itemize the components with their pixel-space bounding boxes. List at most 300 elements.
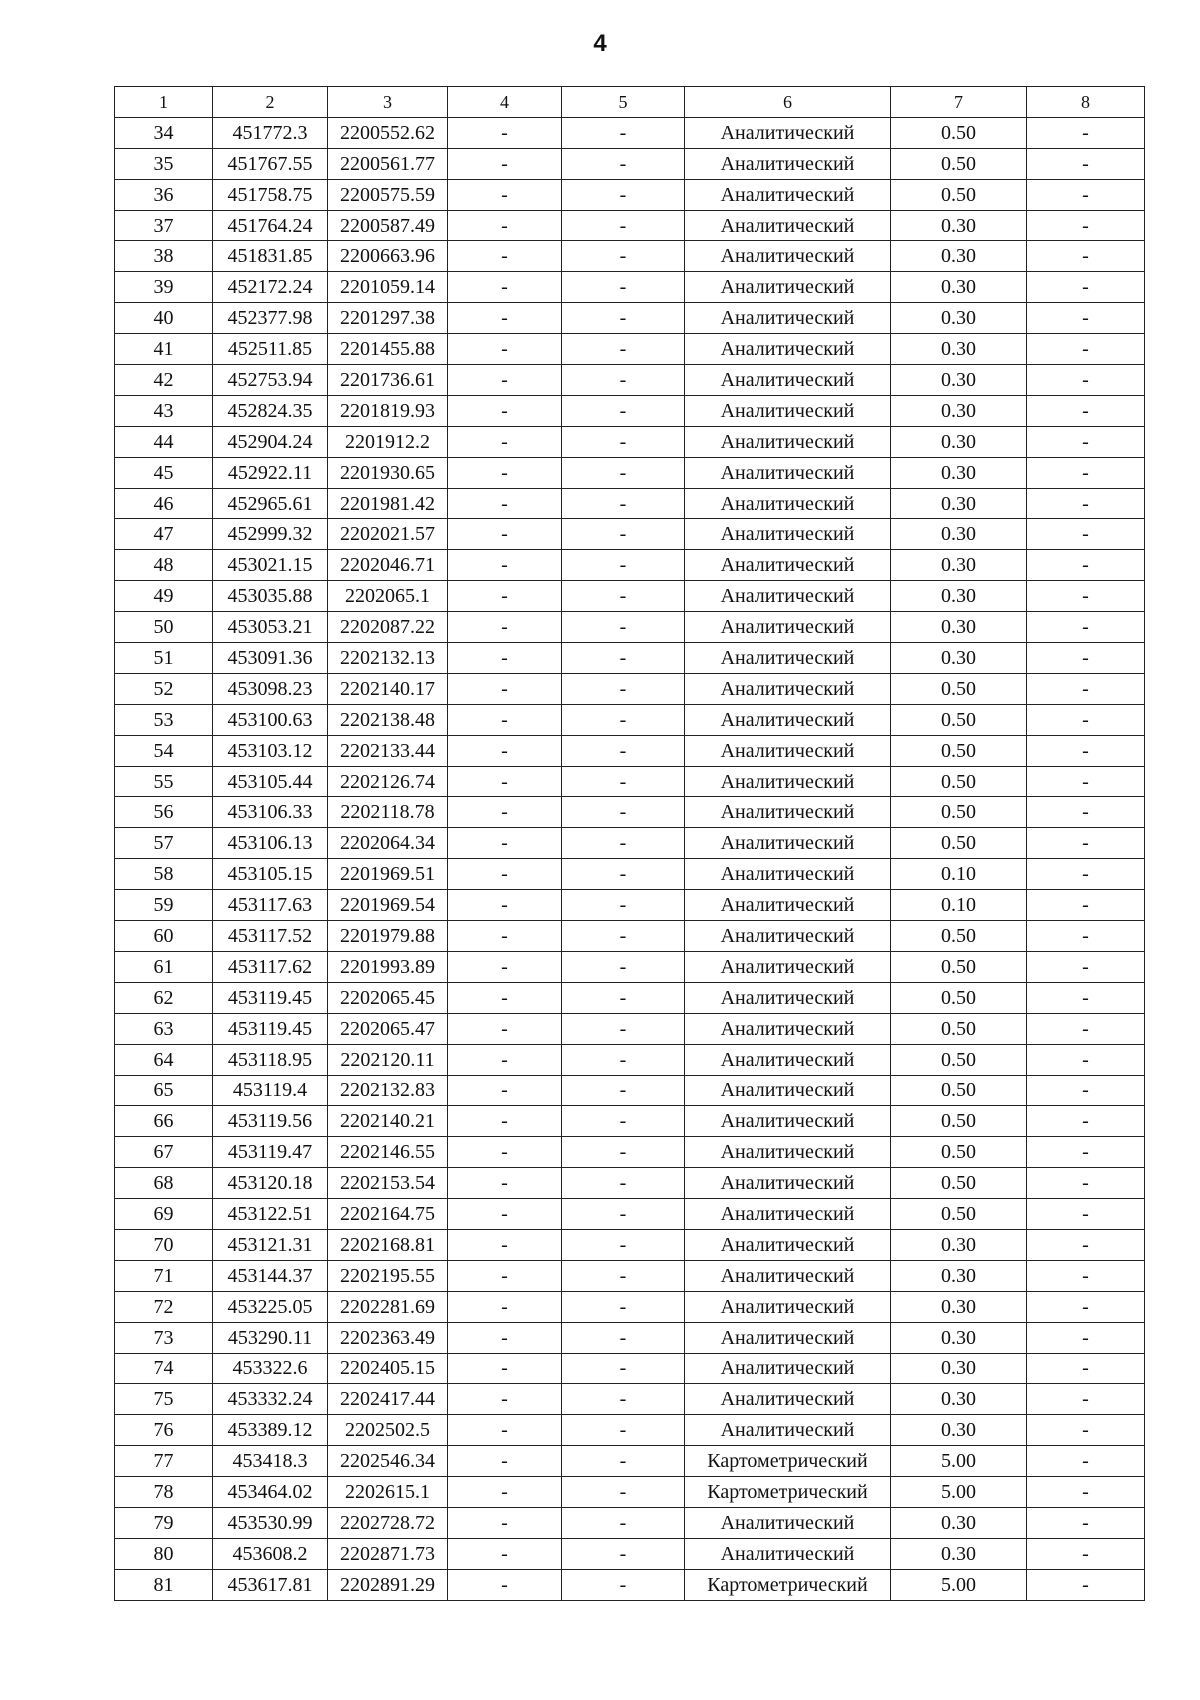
table-cell-col-8: - [1027, 550, 1145, 581]
table-cell-col-6: Аналитический [685, 673, 891, 704]
table-cell-col-4: - [448, 1415, 562, 1446]
table-cell-col-6: Аналитический [685, 210, 891, 241]
table-cell-col-3: 2201736.61 [328, 365, 448, 396]
table-cell-col-5: - [562, 210, 685, 241]
table-cell-col-2: 453106.33 [213, 797, 328, 828]
table-cell-col-4: - [448, 1569, 562, 1600]
table-cell-col-8: - [1027, 612, 1145, 643]
table-cell-col-5: - [562, 1538, 685, 1569]
table-cell-col-7: 0.30 [891, 272, 1027, 303]
table-cell-col-7: 0.50 [891, 982, 1027, 1013]
table-cell-col-5: - [562, 303, 685, 334]
table-cell-col-7: 0.50 [891, 1075, 1027, 1106]
table-row [115, 210, 1145, 241]
table-cell-col-5: - [562, 581, 685, 612]
table-cell-col-7: 0.50 [891, 148, 1027, 179]
table-cell-col-4: - [448, 457, 562, 488]
table-cell-col-7: 0.30 [891, 581, 1027, 612]
table-cell-col-6: Картометрический [685, 1569, 891, 1600]
table-cell-col-6: Аналитический [685, 797, 891, 828]
table-cell-col-7: 0.30 [891, 1384, 1027, 1415]
table-row [115, 1446, 1145, 1477]
table-row [115, 1415, 1145, 1446]
table-row [115, 921, 1145, 952]
table-cell-col-1: 46 [115, 488, 213, 519]
table-cell-col-6: Аналитический [685, 581, 891, 612]
table-cell-col-4: - [448, 581, 562, 612]
table-cell-col-7: 0.30 [891, 210, 1027, 241]
table-cell-col-1: 37 [115, 210, 213, 241]
table-cell-col-1: 43 [115, 395, 213, 426]
table-cell-col-4: - [448, 1044, 562, 1075]
table-cell-col-7: 0.30 [891, 612, 1027, 643]
table-cell-col-4: - [448, 1229, 562, 1260]
table-cell-col-3: 2202728.72 [328, 1507, 448, 1538]
table-cell-col-6: Аналитический [685, 1106, 891, 1137]
table-cell-col-7: 0.30 [891, 1415, 1027, 1446]
table-cell-col-2: 452753.94 [213, 365, 328, 396]
table-cell-col-7: 5.00 [891, 1446, 1027, 1477]
table-cell-col-5: - [562, 488, 685, 519]
table-cell-col-1: 61 [115, 951, 213, 982]
table-cell-col-4: - [448, 1168, 562, 1199]
table-cell-col-6: Аналитический [685, 1260, 891, 1291]
table-cell-col-5: - [562, 1446, 685, 1477]
table-cell-col-7: 0.30 [891, 426, 1027, 457]
table-cell-col-5: - [562, 1260, 685, 1291]
table-cell-col-4: - [448, 488, 562, 519]
table-row [115, 148, 1145, 179]
table-cell-col-1: 47 [115, 519, 213, 550]
table-cell-col-7: 0.30 [891, 1507, 1027, 1538]
table-cell-col-8: - [1027, 241, 1145, 272]
table-cell-col-5: - [562, 1168, 685, 1199]
table-cell-col-4: - [448, 1477, 562, 1508]
table-cell-col-3: 2202417.44 [328, 1384, 448, 1415]
table-cell-col-7: 0.30 [891, 488, 1027, 519]
table-cell-col-8: - [1027, 1353, 1145, 1384]
table-cell-col-1: 68 [115, 1168, 213, 1199]
table-cell-col-2: 452999.32 [213, 519, 328, 550]
table-cell-col-3: 2202065.47 [328, 1013, 448, 1044]
table-cell-col-6: Аналитический [685, 735, 891, 766]
table-cell-col-1: 49 [115, 581, 213, 612]
table-cell-col-5: - [562, 365, 685, 396]
table-cell-col-3: 2202405.15 [328, 1353, 448, 1384]
table-cell-col-3: 2202502.5 [328, 1415, 448, 1446]
table-cell-col-7: 0.30 [891, 1260, 1027, 1291]
table-cell-col-2: 453035.88 [213, 581, 328, 612]
table-cell-col-6: Аналитический [685, 550, 891, 581]
table-cell-col-4: - [448, 426, 562, 457]
table-cell-col-8: - [1027, 1044, 1145, 1075]
table-cell-col-8: - [1027, 951, 1145, 982]
table-cell-col-2: 453608.2 [213, 1538, 328, 1569]
table-row [115, 117, 1145, 148]
table-body [115, 117, 1145, 1600]
table-cell-col-3: 2202120.11 [328, 1044, 448, 1075]
table-cell-col-6: Аналитический [685, 1075, 891, 1106]
table-cell-col-7: 5.00 [891, 1569, 1027, 1600]
table-cell-col-1: 35 [115, 148, 213, 179]
table-cell-col-2: 451758.75 [213, 179, 328, 210]
table-cell-col-1: 76 [115, 1415, 213, 1446]
column-header-4: 4 [448, 87, 562, 118]
table-cell-col-5: - [562, 982, 685, 1013]
table-row [115, 859, 1145, 890]
table-cell-col-5: - [562, 612, 685, 643]
table-cell-col-7: 0.30 [891, 643, 1027, 674]
table-cell-col-2: 452172.24 [213, 272, 328, 303]
table-cell-col-1: 60 [115, 921, 213, 952]
table-cell-col-3: 2202281.69 [328, 1291, 448, 1322]
table-cell-col-3: 2202140.21 [328, 1106, 448, 1137]
table-row [115, 982, 1145, 1013]
table-row [115, 1322, 1145, 1353]
table-cell-col-5: - [562, 1322, 685, 1353]
table-cell-col-6: Аналитический [685, 1415, 891, 1446]
table-cell-col-6: Аналитический [685, 921, 891, 952]
table-cell-col-2: 453100.63 [213, 704, 328, 735]
table-cell-col-6: Аналитический [685, 1322, 891, 1353]
table-cell-col-4: - [448, 179, 562, 210]
table-cell-col-2: 453225.05 [213, 1291, 328, 1322]
table-cell-col-3: 2200587.49 [328, 210, 448, 241]
table-row [115, 1044, 1145, 1075]
table-cell-col-2: 453021.15 [213, 550, 328, 581]
table-cell-col-8: - [1027, 1507, 1145, 1538]
table-cell-col-4: - [448, 550, 562, 581]
table-cell-col-4: - [448, 1075, 562, 1106]
column-header-6: 6 [685, 87, 891, 118]
table-cell-col-4: - [448, 365, 562, 396]
table-cell-col-8: - [1027, 1260, 1145, 1291]
table-cell-col-4: - [448, 921, 562, 952]
table-cell-col-4: - [448, 828, 562, 859]
table-row [115, 241, 1145, 272]
table-cell-col-1: 48 [115, 550, 213, 581]
table-cell-col-3: 2201969.51 [328, 859, 448, 890]
table-cell-col-6: Аналитический [685, 890, 891, 921]
table-cell-col-3: 2202087.22 [328, 612, 448, 643]
column-header-7: 7 [891, 87, 1027, 118]
table-cell-col-2: 451831.85 [213, 241, 328, 272]
table-cell-col-3: 2201455.88 [328, 334, 448, 365]
table-cell-col-3: 2202132.83 [328, 1075, 448, 1106]
table-cell-col-1: 45 [115, 457, 213, 488]
table-cell-col-6: Аналитический [685, 951, 891, 982]
table-row [115, 1538, 1145, 1569]
table-row [115, 612, 1145, 643]
table-cell-col-8: - [1027, 457, 1145, 488]
table-cell-col-3: 2202021.57 [328, 519, 448, 550]
table-cell-col-4: - [448, 1199, 562, 1230]
table-row [115, 550, 1145, 581]
table-cell-col-4: - [448, 859, 562, 890]
table-cell-col-7: 0.30 [891, 519, 1027, 550]
table-cell-col-4: - [448, 612, 562, 643]
table-cell-col-2: 453322.6 [213, 1353, 328, 1384]
column-header-3: 3 [328, 87, 448, 118]
table-row [115, 1075, 1145, 1106]
column-header-8: 8 [1027, 87, 1145, 118]
table-cell-col-2: 453091.36 [213, 643, 328, 674]
table-cell-col-1: 52 [115, 673, 213, 704]
table-cell-col-3: 2202126.74 [328, 766, 448, 797]
table-cell-col-5: - [562, 766, 685, 797]
table-cell-col-5: - [562, 550, 685, 581]
table-cell-col-7: 0.50 [891, 179, 1027, 210]
table-cell-col-7: 0.30 [891, 1538, 1027, 1569]
table-cell-col-8: - [1027, 148, 1145, 179]
table-cell-col-1: 59 [115, 890, 213, 921]
table-cell-col-7: 0.30 [891, 365, 1027, 396]
table-cell-col-2: 453106.13 [213, 828, 328, 859]
table-cell-col-8: - [1027, 766, 1145, 797]
table-cell-col-6: Аналитический [685, 982, 891, 1013]
table-cell-col-2: 453119.45 [213, 1013, 328, 1044]
table-cell-col-5: - [562, 395, 685, 426]
table-cell-col-5: - [562, 457, 685, 488]
table-row [115, 1353, 1145, 1384]
table-cell-col-4: - [448, 1538, 562, 1569]
table-row [115, 488, 1145, 519]
table-cell-col-2: 453098.23 [213, 673, 328, 704]
table-cell-col-6: Аналитический [685, 488, 891, 519]
table-cell-col-1: 36 [115, 179, 213, 210]
table-cell-col-5: - [562, 890, 685, 921]
table-cell-col-2: 453117.52 [213, 921, 328, 952]
table-cell-col-1: 57 [115, 828, 213, 859]
table-cell-col-3: 2202891.29 [328, 1569, 448, 1600]
table-cell-col-5: - [562, 1384, 685, 1415]
table-cell-col-6: Аналитический [685, 1507, 891, 1538]
table-cell-col-1: 71 [115, 1260, 213, 1291]
table-cell-col-7: 0.50 [891, 1137, 1027, 1168]
table-cell-col-6: Аналитический [685, 1353, 891, 1384]
table-cell-col-4: - [448, 148, 562, 179]
table-row [115, 766, 1145, 797]
table-cell-col-1: 77 [115, 1446, 213, 1477]
table-cell-col-8: - [1027, 519, 1145, 550]
table-cell-col-1: 78 [115, 1477, 213, 1508]
table-cell-col-7: 0.50 [891, 673, 1027, 704]
table-cell-col-1: 63 [115, 1013, 213, 1044]
table-cell-col-2: 453530.99 [213, 1507, 328, 1538]
table-row [115, 272, 1145, 303]
table-cell-col-7: 0.30 [891, 1353, 1027, 1384]
table-row [115, 365, 1145, 396]
table-cell-col-2: 452377.98 [213, 303, 328, 334]
table-row [115, 735, 1145, 766]
table-cell-col-8: - [1027, 488, 1145, 519]
table-row [115, 334, 1145, 365]
table-cell-col-1: 79 [115, 1507, 213, 1538]
table-cell-col-6: Аналитический [685, 643, 891, 674]
table-cell-col-5: - [562, 148, 685, 179]
table-cell-col-1: 51 [115, 643, 213, 674]
table-cell-col-2: 451767.55 [213, 148, 328, 179]
table-cell-col-5: - [562, 1415, 685, 1446]
table-cell-col-5: - [562, 1569, 685, 1600]
table-cell-col-7: 0.50 [891, 1106, 1027, 1137]
table-cell-col-4: - [448, 117, 562, 148]
table-cell-col-3: 2200575.59 [328, 179, 448, 210]
table-cell-col-6: Картометрический [685, 1477, 891, 1508]
table-row [115, 1229, 1145, 1260]
table-cell-col-7: 0.30 [891, 334, 1027, 365]
table-cell-col-6: Аналитический [685, 1168, 891, 1199]
table-row [115, 1384, 1145, 1415]
table-cell-col-1: 72 [115, 1291, 213, 1322]
table-cell-col-3: 2201819.93 [328, 395, 448, 426]
table-cell-col-7: 0.50 [891, 704, 1027, 735]
table-cell-col-7: 0.30 [891, 241, 1027, 272]
table-cell-col-4: - [448, 1260, 562, 1291]
table-row [115, 1199, 1145, 1230]
table-cell-col-8: - [1027, 828, 1145, 859]
table-cell-col-5: - [562, 117, 685, 148]
table-cell-col-7: 0.50 [891, 828, 1027, 859]
table-cell-col-2: 453105.44 [213, 766, 328, 797]
table-row [115, 1106, 1145, 1137]
table-cell-col-3: 2202195.55 [328, 1260, 448, 1291]
table-cell-col-6: Аналитический [685, 612, 891, 643]
column-header-1: 1 [115, 87, 213, 118]
table-cell-col-2: 453119.47 [213, 1137, 328, 1168]
table-cell-col-8: - [1027, 1013, 1145, 1044]
table-cell-col-5: - [562, 272, 685, 303]
table-cell-col-5: - [562, 951, 685, 982]
table-cell-col-7: 5.00 [891, 1477, 1027, 1508]
table-cell-col-2: 453617.81 [213, 1569, 328, 1600]
table-cell-col-4: - [448, 241, 562, 272]
table-cell-col-1: 58 [115, 859, 213, 890]
table-cell-col-3: 2200552.62 [328, 117, 448, 148]
table-cell-col-3: 2202546.34 [328, 1446, 448, 1477]
table-cell-col-3: 2202133.44 [328, 735, 448, 766]
table-cell-col-3: 2201930.65 [328, 457, 448, 488]
table-cell-col-7: 0.50 [891, 951, 1027, 982]
table-row [115, 704, 1145, 735]
table-cell-col-8: - [1027, 1569, 1145, 1600]
table-cell-col-8: - [1027, 1106, 1145, 1137]
table-cell-col-8: - [1027, 673, 1145, 704]
table-cell-col-1: 75 [115, 1384, 213, 1415]
table-cell-col-2: 452922.11 [213, 457, 328, 488]
table-cell-col-6: Аналитический [685, 766, 891, 797]
column-header-5: 5 [562, 87, 685, 118]
table-cell-col-6: Аналитический [685, 828, 891, 859]
table-cell-col-5: - [562, 334, 685, 365]
table-cell-col-4: - [448, 272, 562, 303]
table-cell-col-1: 50 [115, 612, 213, 643]
table-cell-col-7: 0.50 [891, 1168, 1027, 1199]
table-row [115, 1260, 1145, 1291]
table-cell-col-2: 453120.18 [213, 1168, 328, 1199]
table-row [115, 519, 1145, 550]
table-cell-col-6: Аналитический [685, 426, 891, 457]
table-cell-col-8: - [1027, 890, 1145, 921]
table-cell-col-5: - [562, 1507, 685, 1538]
table-row [115, 303, 1145, 334]
table-cell-col-7: 0.10 [891, 890, 1027, 921]
table-cell-col-4: - [448, 1137, 562, 1168]
table-cell-col-8: - [1027, 643, 1145, 674]
table-row [115, 395, 1145, 426]
table-cell-col-4: - [448, 951, 562, 982]
table-cell-col-8: - [1027, 1384, 1145, 1415]
table-cell-col-1: 42 [115, 365, 213, 396]
table-cell-col-3: 2202064.34 [328, 828, 448, 859]
table-cell-col-5: - [562, 828, 685, 859]
table-row [115, 426, 1145, 457]
table-cell-col-2: 453053.21 [213, 612, 328, 643]
table-cell-col-6: Аналитический [685, 303, 891, 334]
table-cell-col-3: 2202140.17 [328, 673, 448, 704]
table-cell-col-4: - [448, 643, 562, 674]
table-cell-col-2: 453332.24 [213, 1384, 328, 1415]
table-cell-col-3: 2202132.13 [328, 643, 448, 674]
table-row [115, 673, 1145, 704]
table-cell-col-5: - [562, 241, 685, 272]
table-cell-col-5: - [562, 1477, 685, 1508]
table-cell-col-2: 453119.45 [213, 982, 328, 1013]
table-cell-col-3: 2202065.45 [328, 982, 448, 1013]
table-cell-col-6: Аналитический [685, 1291, 891, 1322]
table-cell-col-8: - [1027, 365, 1145, 396]
table-cell-col-8: - [1027, 1446, 1145, 1477]
table-row [115, 828, 1145, 859]
table-cell-col-5: - [562, 519, 685, 550]
table-cell-col-1: 65 [115, 1075, 213, 1106]
table-cell-col-7: 0.30 [891, 457, 1027, 488]
table-cell-col-5: - [562, 673, 685, 704]
table-cell-col-3: 2200663.96 [328, 241, 448, 272]
table-cell-col-1: 62 [115, 982, 213, 1013]
table-cell-col-6: Аналитический [685, 179, 891, 210]
table-cell-col-4: - [448, 1384, 562, 1415]
table-cell-col-2: 453119.56 [213, 1106, 328, 1137]
table-cell-col-6: Аналитический [685, 241, 891, 272]
table-cell-col-1: 38 [115, 241, 213, 272]
coordinates-table [114, 86, 1145, 1601]
table-cell-col-5: - [562, 643, 685, 674]
table-cell-col-3: 2201981.42 [328, 488, 448, 519]
table-cell-col-4: - [448, 334, 562, 365]
table-cell-col-1: 40 [115, 303, 213, 334]
table-cell-col-8: - [1027, 210, 1145, 241]
table-cell-col-2: 453118.95 [213, 1044, 328, 1075]
table-cell-col-5: - [562, 1044, 685, 1075]
table-cell-col-5: - [562, 797, 685, 828]
table-row [115, 457, 1145, 488]
table-cell-col-6: Аналитический [685, 1044, 891, 1075]
table-cell-col-8: - [1027, 1229, 1145, 1260]
table-cell-col-4: - [448, 1291, 562, 1322]
table-cell-col-8: - [1027, 303, 1145, 334]
table-cell-col-3: 2201993.89 [328, 951, 448, 982]
table-cell-col-1: 74 [115, 1353, 213, 1384]
table-cell-col-5: - [562, 859, 685, 890]
table-cell-col-7: 0.50 [891, 735, 1027, 766]
table-cell-col-2: 453144.37 [213, 1260, 328, 1291]
table-cell-col-8: - [1027, 1415, 1145, 1446]
table-cell-col-7: 0.50 [891, 1199, 1027, 1230]
table-cell-col-2: 453117.62 [213, 951, 328, 982]
table-cell-col-6: Аналитический [685, 1229, 891, 1260]
table-cell-col-2: 453122.51 [213, 1199, 328, 1230]
